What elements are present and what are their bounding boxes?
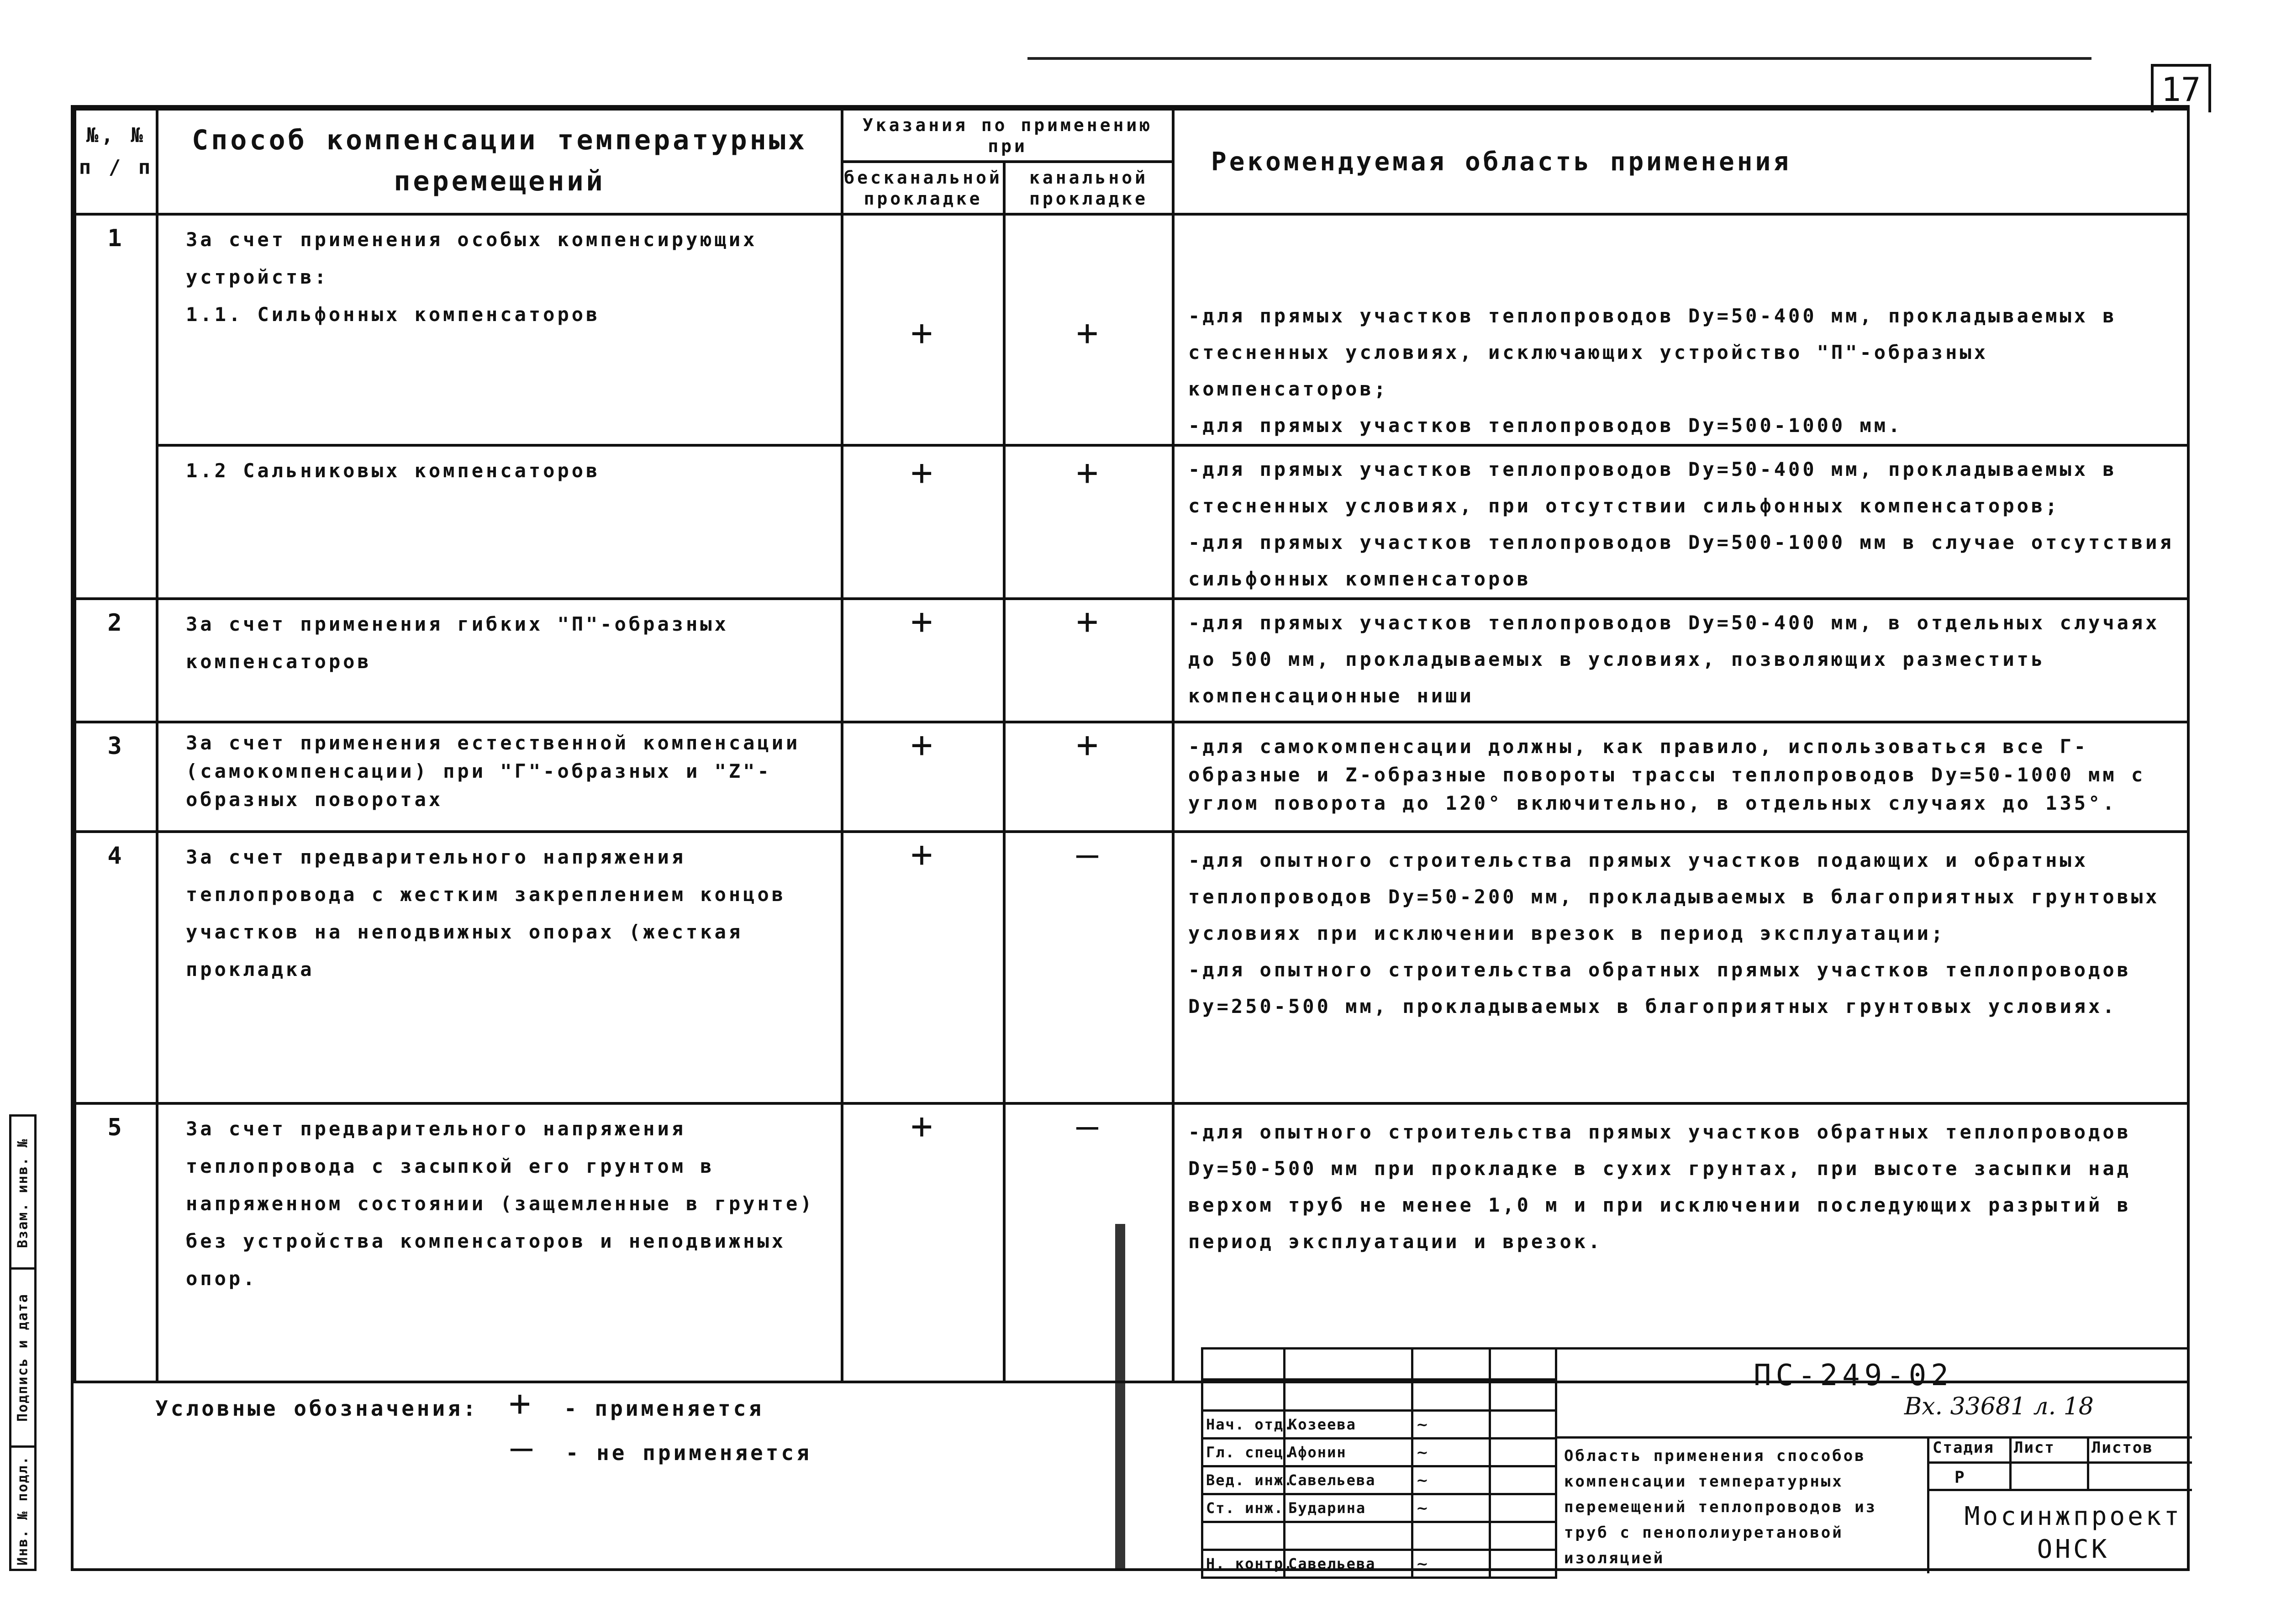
legend [155,1384,812,1472]
org-dept: ОНСК [2037,1534,2110,1564]
stamp-title-area [1555,1347,2190,1571]
area-line: -для прямых участков теплопроводов Dу=50-400 мм, в отдельных случаях до 500 мм, прокладываемых в условиях, позволяющих разместить компенсационные ниши [1188,612,2160,707]
row-channel-mark: — [1004,832,1173,1103]
legend-plus-symbol: + [509,1382,534,1424]
stamp-role: Гл. спец. [1202,1439,1285,1466]
stage-value: Р [1954,1468,1965,1487]
row-area [1173,722,2188,832]
row-num: 4 [75,832,157,1103]
row-method: За счет применения естественной компенсации (самокомпенсации) при "Г"-образных и "Z"-образных поворотах [157,722,842,832]
inventory-note: Вх. 33681 л. 18 [1904,1393,2094,1420]
signature: ~ [1412,1550,1490,1578]
binding-mark [1115,1224,1125,1571]
legend-plus-row [155,1384,812,1428]
row-channelless-mark: + [842,599,1004,722]
document-title: Область применения способов компенсации температурных перемещений теплопроводов из труб с пенополиуретановой изоляцией [1564,1447,1877,1567]
row-channel-mark: + [1004,599,1173,722]
area-line: -для опытного строительства прямых участков подающих и обратных теплопроводов Dу=50-200 мм, прокладываемых в благоприятных грунтовых условиях при исключении врезок в период эксплуатации; [1188,849,2160,944]
row-area [1173,214,2188,445]
area-line: -для прямых участков теплопроводов Dу=500-1000 мм в случае отсутствия сильфонных компенсаторов [1188,531,2174,590]
area-line: -для самокомпенсации должны, как правило, использоваться все Г-образные и Z-образные повороты трассы теплопроводов Dу=50-1000 мм с углом поворота до 120° включительно, в отдельных случаях до 135°. [1188,735,2146,814]
row-channel-mark: — [1004,1103,1173,1382]
stamp-role: Нач. отд. [1202,1411,1285,1439]
header-num: №, № п / п [75,109,157,214]
sign-date-label: Подпись и дата [15,1293,31,1422]
header-area: Рекомендуемая область применения [1173,109,2188,214]
row-channelless-mark: + [842,832,1004,1103]
stamp-name: Савельева [1285,1550,1412,1578]
stamp-name: Афонин [1285,1439,1412,1466]
row-method: За счет применения гибких "П"-образных компенсаторов [157,599,842,722]
stamp-name: Савельева [1285,1466,1412,1494]
header-channel: канальной прокладке [1004,162,1173,214]
stamp-divider [2009,1436,2012,1489]
row-method: За счет предварительного напряжения теплопровода с жестким закреплением концов участков на неподвижных опорах (жесткая прокладка [157,832,842,1103]
legend-minus-row [155,1428,812,1472]
row-channelless-mark: + [842,1103,1004,1382]
sheets-label: Листов [2091,1439,2153,1457]
row-channel-mark: + [1004,722,1173,832]
signature: ~ [1412,1439,1490,1466]
legend-plus-text: - применяется [564,1396,764,1421]
header-channelless: бесканальной прокладке [842,162,1004,214]
row-area [1173,1103,2188,1382]
document-code: ПС-249-02 [1754,1359,1953,1392]
row-num: 5 [75,1103,157,1382]
sheet-label: Лист [2014,1439,2055,1457]
row-area [1173,832,2188,1103]
header-usage-group: Указания по применению при [842,109,1173,162]
header-method: Способ компенсации температурных перемещений [157,109,842,214]
sheet-number: 17 [2151,64,2211,112]
replace-inv-label: Взам. инв. № [15,1138,31,1248]
row-num: 1 [75,214,157,599]
stamp-people-grid [1201,1347,1557,1579]
legend-title: Условные обозначения: [155,1396,479,1421]
stamp-role: Н. контр. [1202,1550,1285,1578]
row-channel-mark: + [1004,445,1173,599]
area-line: -для опытного строительства прямых участков обратных теплопроводов Dу=50-500 мм при прокладке в сухих грунтах, при высоте засыпки над верхом труб не менее 1,0 м и при исключении последующих разрытий в период эксплуатации и врезок. [1188,1121,2131,1253]
side-strip [9,1114,37,1571]
legend-minus-symbol: — [510,1426,536,1469]
stage-label: Стадия [1933,1439,1994,1457]
area-line: -для прямых участков теплопроводов Dу=50-400 мм, прокладываемых в стесненных условиях, при отсутствии сильфонных компенсаторов; [1188,458,2117,517]
row-channelless-mark: + [842,214,1004,445]
row-num: 2 [75,599,157,722]
stamp-divider [1927,1461,2192,1464]
area-line: -для прямых участков теплопроводов Dу=50-400 мм, прокладываемых в стесненных условиях, исключающих устройство "П"-образных компенсаторов; [1188,305,2117,400]
signature: ~ [1412,1494,1490,1522]
area-line: -для прямых участков теплопроводов Dу=500-1000 мм. [1188,414,1903,437]
stamp-name: Козеева [1285,1411,1412,1439]
row-method: За счет предварительного напряжения теплопровода с засыпкой его грунтом в напряженном состоянии (защемленные в грунте) без устройства компенсаторов и неподвижных опор. [157,1103,842,1382]
row-area [1173,445,2188,599]
row-method: За счет применения особых компенсирующих устройств: 1.1. Сильфонных компенсаторов [157,214,842,445]
row-area [1173,599,2188,722]
top-border-line [1027,57,2091,60]
signature: ~ [1412,1411,1490,1439]
title-block [1201,1347,2190,1571]
row-method: 1.2 Сальниковых компенсаторов [157,445,842,599]
row-channelless-mark: + [842,445,1004,599]
row-channelless-mark: + [842,722,1004,832]
stamp-divider [1927,1489,2192,1491]
stamp-role: Вед. инж. [1202,1466,1285,1494]
row-channel-mark: + [1004,214,1173,445]
legend-minus-text: - не применяется [565,1440,812,1465]
inv-orig-label: Инв. № подл. [15,1455,31,1566]
stamp-name: Бударина [1285,1494,1412,1522]
stamp-role: Ст. инж. [1202,1494,1285,1522]
area-line: -для опытного строительства обратных прямых участков теплопроводов Dу=250-500 мм, прокладываемых в благоприятных грунтовых условиях. [1188,959,2131,1018]
row-num: 3 [75,722,157,832]
signature: ~ [1412,1466,1490,1494]
stamp-divider [2087,1436,2089,1489]
compensation-table [74,108,2190,1383]
organization [1954,1500,2192,1566]
org-name: Мосинжпроект [1964,1502,2182,1531]
